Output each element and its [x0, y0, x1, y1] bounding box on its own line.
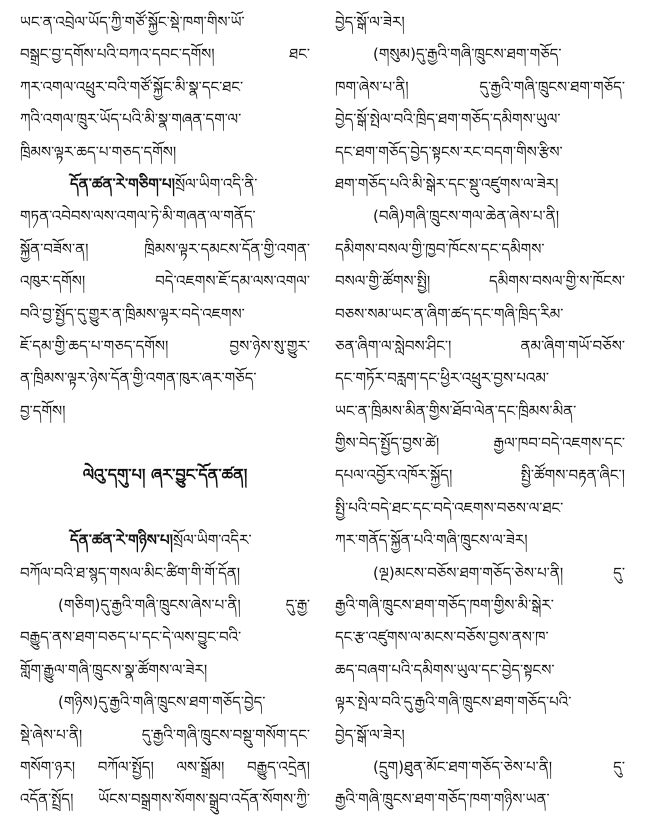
spacer	[20, 427, 310, 459]
body-line: (དྲུག)ཐུན་མོང་ཐག་གཅོད་ཅེས་པ་ནི། དུ་	[373, 757, 625, 776]
body-line: བྱེད་སྒོ་སྤེལ་བའི་ཁྲིད་ཐག་གཅོད་དམིགས་ཡུལ་	[335, 110, 561, 129]
body-line: གྱིས་བེད་སྤྱོད་བྱས་ཚེ། རྒྱལ་ཁབ་བདེ་འཇགས་དང་	[335, 434, 625, 453]
right-column	[335, 6, 625, 816]
body-line: ཆད་བཞག་པའི་དམིགས་ཡུལ་དང་བྱེད་སྟངས་	[335, 660, 555, 679]
article-12-label: དོན་ཚན་རེ་གཉིས་པ།	[70, 531, 173, 550]
body-line: དམིགས་བསལ་གྱི་ཁྱབ་ཁོངས་དང་དམིགས་	[335, 239, 545, 258]
article-12-text: སྲོལ་ཡིག་འདིར་	[172, 531, 252, 550]
body-line: གློག་རྒྱུལ་གཞི་ཁྲུངས་སྣ་ཚོགས་ལ་ཟེར།	[20, 660, 208, 679]
body-line: (གཅིག)དུ་རྒྱའི་གཞི་ཁྲུངས་ཞེས་པ་ནི། དུ་རྒྱ་	[58, 596, 310, 615]
body-line: སྡེ་ཞེས་པ་ནི། དུ་རྒྱའི་གཞི་ཁྲུངས་བསྡུ་གསོག་དང་	[20, 725, 310, 744]
article-11-text: སྲོལ་ཡིག་འདི་ནི་	[174, 174, 258, 193]
spacer	[20, 492, 310, 524]
body-line: བཀོལ་བའི་ཐ་སྙད་གསལ་མིང་ཚིག་གི་གོ་དོན།	[20, 563, 241, 582]
body-line: བརྒྱུད་ནས་ཐག་བཅད་པ་དང་དེ་ལས་བྱུང་བའི་	[20, 628, 242, 647]
body-line: བྱེད་སྒོ་ལ་ཟེར།	[335, 13, 405, 31]
body-line: འདོན་སྤྲོད། ཡོངས་བསྒྲགས་སོགས་སྒྲུབ་འདོན་སོགས་ཀྱི་	[20, 790, 310, 809]
body-line: ཀར་འགལ་འཕྲུར་བའི་གཙོ་སྐྱོང་མི་སྣ་དང་ཐང་	[20, 77, 244, 96]
body-line: དང་གཏོར་བརླག་དང་ཕྱིར་འཕྲུར་བྱས་པའམ་	[335, 369, 550, 388]
body-line: (གཉིས)དུ་རྒྱའི་གཞི་ཁྲུངས་ཐག་གཅོད་བྱེད་	[58, 693, 266, 712]
article-11-first-line	[20, 168, 310, 200]
body-line: འཁུར་དགོས། བདེ་འཇགས་ཇོ་དམ་ལས་འགལ་	[20, 272, 310, 291]
body-line: དང་རྩ་འཛུགས་ལ་མངས་བཅོས་བྱས་ནས་ཁ་	[335, 628, 549, 647]
body-line: བསལ་གྱི་ཚོགས་སྤྱི། དམིགས་བསལ་གྱི་ས་ཁོངས་	[335, 272, 625, 291]
body-line: (ལྔ)མངས་བཅོས་ཐག་གཅོད་ཅེས་པ་ནི། དུ་	[373, 563, 625, 582]
body-line: ཁྲིམས་ལྟར་ཆད་པ་གཅད་དགོས།	[20, 142, 177, 161]
body-line: ཡང་ན་ཁྲིམས་མིན་གྱིས་ཐོབ་ལེན་དང་ཁྲིམས་མིན་	[335, 401, 577, 420]
body-line: བྱ་དགོས།	[20, 401, 66, 420]
body-line: བའི་བྱ་སྤྱོད་དུ་གྱུར་ན་ཁྲིམས་ལྟར་བདེ་འཇགས་	[20, 304, 245, 323]
body-line: དཔལ་འབྱོར་འཁོར་སྐྱོད། སྤྱི་ཚོགས་བརྟན་ཞིང་།	[335, 466, 625, 485]
body-line: བཅས་སམ་ཡང་ན་ཞིག་ཚད་དང་གཞི་ཁྲིད་རིམ་	[335, 304, 564, 323]
chapter-title: ལེའུ་དགུ་པ། ཞར་བྱུང་དོན་ཚན།	[82, 465, 248, 485]
body-line: ཀར་གནོད་སྐྱོན་པའི་གཞི་ཁྲུངས་ལ་ཟེར།	[335, 531, 528, 550]
body-line: ཅན་ཞིག་ལ་སླེབས་ཤིང་། ནམ་ཞིག་གཡོ་བཅོས་	[335, 336, 625, 355]
body-line: ཁག་ཞེས་པ་ནི། དུ་རྒྱའི་གཞི་ཁྲུངས་ཐག་གཅོད་	[335, 77, 625, 96]
body-line: སྤྱི་པའི་བདེ་ཐང་དང་བདེ་འཇགས་བཅས་ལ་ཐང་	[335, 498, 564, 517]
left-column	[20, 6, 310, 816]
body-line: གཏན་འབེབས་ལས་འགལ་ཏེ་མི་གཞན་ལ་གནོད་	[20, 207, 256, 226]
body-line: ན་ཁྲིམས་ལྟར་ཉེས་དོན་གྱི་འགན་ཁུར་ཞར་གཅོད་	[20, 369, 257, 388]
body-line: རྒྱའི་གཞི་ཁྲུངས་ཐག་གཅོད་ཁག་གཉིས་ཡན་	[335, 790, 550, 809]
body-line: སྐྱོན་བཟོས་ན། ཁྲིམས་ལྟར་དམངས་དོན་གྱི་འགན་	[20, 239, 310, 258]
body-line: ཐག་གཅོད་པའི་མི་སྒེར་དང་སྡུ་འཛུགས་ལ་ཟེར།	[335, 174, 559, 193]
body-line: ཀའི་འགལ་ཁྲུར་ཡོད་པའི་མི་སྣ་གཞན་དག་ལ་	[20, 110, 242, 129]
body-line: བྱེད་སྒོ་ལ་ཟེར།	[335, 725, 405, 744]
body-line: ཡང་ན་འབྲེལ་ཡོད་ཀྱི་གཙོ་སྐྱོང་སྡེ་ཁག་གིས་ཡོ་	[20, 13, 245, 31]
body-line: ཇོ་དམ་གྱི་ཆད་པ་གཅད་དགོས། བྱས་ཉེས་སུ་གྱུར་	[20, 336, 310, 355]
article-11-label: དོན་ཚན་རེ་གཅིག་པ།	[70, 174, 175, 193]
body-line: ལྟར་སྤེལ་བའི་དུ་རྒྱའི་གཞི་ཁྲུངས་ཐག་གཅོད་པའི་	[335, 693, 572, 712]
body-line: གསོག་ཉར། བཀོལ་སྤྱོད། ལས་སྒྲོམ། བརྒྱུད་འདྲེན།	[20, 757, 310, 776]
body-line: བསྒྲང་བྱ་དགོས་པའི་བཀའ་དབང་དགོས། ཐང་	[20, 45, 310, 64]
body-line: རྒྱའི་གཞི་ཁྲུངས་ཐག་གཅོད་ཁག་གྱིས་མི་སྒེར་	[335, 596, 554, 615]
body-line: (བཞི)གཞི་ཁྲུངས་གལ་ཆེན་ཞེས་པ་ནི།	[373, 207, 560, 226]
article-12-first-line	[20, 524, 310, 556]
body-line: (གསུམ)དུ་རྒྱའི་གཞི་ཁྲུངས་ཐག་གཅོད་	[373, 45, 562, 64]
body-line: དང་ཐག་གཅོད་བྱེད་སྟངས་རང་བདག་གིས་རྩིས་	[335, 142, 563, 161]
